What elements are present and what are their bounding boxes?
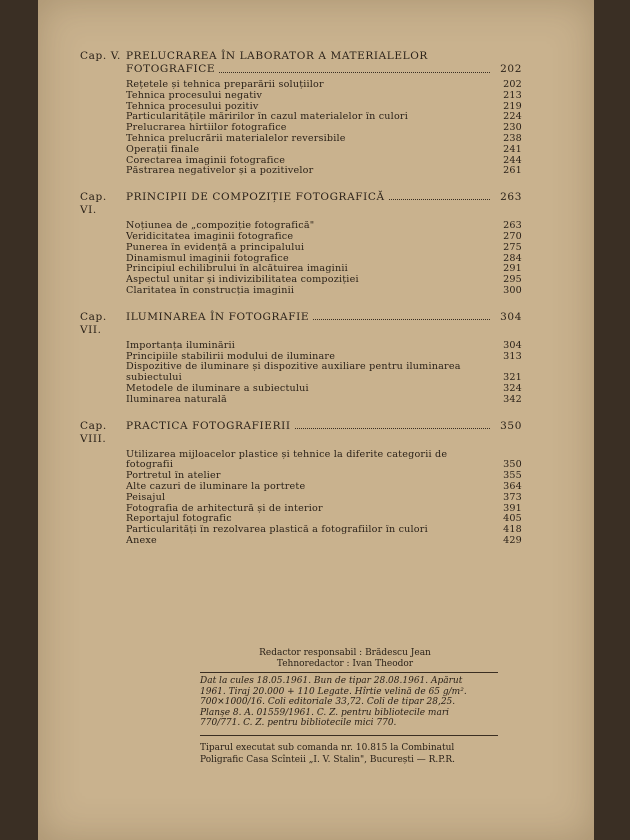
entry-title: Iluminarea naturală (126, 394, 227, 405)
entry-page: 429 (503, 534, 522, 546)
entry-title: Noțiunea de „compoziție fotografică" (126, 221, 315, 232)
chapter-title: PRACTICA FOTOGRAFIERII (126, 419, 291, 432)
entry-title: Veridicitatea imaginii fotografice (126, 231, 294, 242)
entry-title: Metodele de iluminare a subiectului (126, 383, 309, 394)
printer-info (200, 742, 498, 766)
list-item (126, 123, 522, 134)
list-item (126, 341, 522, 352)
list-item (126, 243, 522, 254)
editor-credit: Redactor responsabil : Brădescu Jean (259, 648, 431, 658)
entry-title: Peisajul (126, 492, 166, 503)
entry-title: Portretul în atelier (126, 471, 221, 482)
printer-line: Poligrafic Casa Scînteii „I. V. Stalin", București — R.P.R. (200, 755, 455, 765)
entry-title: Tehnica procesului pozitiv (126, 101, 259, 112)
chapter-5 (80, 50, 522, 177)
list-item (126, 156, 522, 167)
entry-page: 291 (503, 263, 522, 275)
list-item (126, 286, 522, 297)
entry-page: 261 (503, 165, 522, 177)
entry-page: 355 (503, 470, 522, 482)
list-item (126, 80, 522, 91)
entry-page: 418 (503, 524, 522, 536)
chapter-entries (80, 450, 522, 547)
list-item (126, 134, 522, 145)
entry-page: 342 (503, 393, 522, 405)
list-item (126, 232, 522, 243)
entry-page: 391 (503, 502, 522, 514)
chapter-title: PRELUCRAREA ÎN LABORATOR A MATERIALELOR (126, 50, 428, 62)
list-item (126, 166, 522, 177)
imprint-line: 770/771. C. Z. pentru bibliotecile mici 770. (200, 718, 397, 729)
imprint-line: 700×1000/16. Coli editoriale 33,72. Coli de tipar 28,25. (200, 697, 456, 708)
entry-page: 275 (503, 241, 522, 253)
entry-title: Corectarea imaginii fotografice (126, 155, 286, 166)
list-item (126, 221, 522, 232)
entry-title: Principiul echilibrului în alcătuirea imaginii (126, 264, 348, 275)
dot-leader (313, 319, 490, 320)
list-item (126, 493, 522, 504)
entry-page: 321 (503, 372, 522, 384)
chapter-title-cont: FOTOGRAFICE (126, 63, 216, 75)
list-item (126, 482, 522, 493)
entry-page: 224 (503, 111, 522, 123)
entry-title: Particularități în rezolvarea plastică a fotografiilor în culori (126, 525, 428, 536)
list-item (126, 112, 522, 123)
entry-title: Prelucrarea hîrtiilor fotografice (126, 123, 287, 134)
imprint-block (200, 676, 498, 729)
chapter-entries (80, 80, 522, 177)
entry-page: 373 (503, 491, 522, 503)
chapter-title: ILUMINAREA ÎN FOTOGRAFIE (126, 310, 310, 323)
entry-title: Dispozitive de iluminare și dispozitive auxiliare pentru iluminarea subiectului (126, 362, 461, 384)
entry-page: 300 (503, 284, 522, 296)
chapter-8 (80, 420, 522, 547)
entry-title: Utilizarea mijloacelor plastice și tehnice la diferite categorii de fotografii (126, 449, 448, 471)
entry-page: 313 (503, 350, 522, 362)
dot-leader (389, 199, 490, 200)
list-item (126, 352, 522, 363)
entry-title: Alte cazuri de iluminare la portrete (126, 481, 306, 492)
entry-page: 202 (503, 79, 522, 90)
entry-page: 350 (503, 459, 522, 471)
entry-title: Dinamismul imaginii fotografice (126, 253, 289, 264)
entry-title: Claritatea în construcția imaginii (126, 285, 295, 296)
entry-title: Punerea în evidență a principalului (126, 242, 305, 253)
divider (200, 672, 498, 673)
chapter-entries (80, 341, 522, 406)
entry-title: Aspectul unitar și indivizibilitatea compoziției (126, 275, 359, 286)
printer-line: Tiparul executat sub comanda nr. 10.815 la Combinatul (200, 743, 455, 753)
list-item (126, 102, 522, 113)
list-item (126, 275, 522, 286)
chapter-entries (80, 221, 522, 297)
list-item (126, 514, 522, 525)
entry-title: Anexe (126, 535, 157, 546)
list-item (126, 525, 522, 536)
entry-page: 263 (503, 220, 522, 232)
entry-page: 270 (503, 230, 522, 242)
entry-page: 244 (503, 154, 522, 166)
entry-page: 238 (503, 132, 522, 144)
list-item (126, 264, 522, 275)
imprint-line: Planșe 8. A. 01559/1961. C. Z. pentru bibliotecile mari (200, 707, 450, 718)
table-of-contents (80, 50, 522, 561)
entry-page: 219 (503, 100, 522, 112)
list-item (126, 145, 522, 156)
entry-title: Tehnica procesului negativ (126, 90, 263, 101)
chapter-title: PRINCIPII DE COMPOZIȚIE FOTOGRAFICĂ (126, 191, 385, 204)
entry-page: 230 (503, 122, 522, 134)
list-item (126, 536, 522, 547)
entry-page: 213 (503, 89, 522, 101)
chapter-label: Cap. VIII. (80, 419, 107, 445)
list-item (126, 384, 522, 395)
entry-page: 324 (503, 382, 522, 394)
entry-title: Fotografia de arhitectură și de interior (126, 503, 323, 514)
list-item (126, 471, 522, 482)
entry-page: 241 (503, 143, 522, 155)
imprint-line: 1961. Tiraj 20.000 + 110 Legate. Hîrtie velină de 65 g/m². (200, 686, 467, 697)
imprint-line: Dat la cules 18.05.1961. Bun de tipar 28.08.1961. Apărut (200, 676, 463, 686)
list-item (126, 504, 522, 515)
chapter-6 (80, 191, 522, 297)
list-item (126, 395, 522, 406)
entry-title: Tehnica prelucrării materialelor reversibile (126, 133, 346, 144)
chapter-page: 263 (500, 191, 522, 204)
list-item (126, 362, 522, 384)
entry-page: 304 (503, 339, 522, 351)
chapter-page: 304 (500, 310, 522, 323)
chapter-label: Cap. VII. (80, 310, 107, 336)
dot-leader (295, 428, 490, 429)
list-item (126, 91, 522, 102)
entry-title: Păstrarea negativelor și a pozitivelor (126, 166, 314, 177)
chapter-7 (80, 311, 522, 406)
chapter-label: Cap. VI. (80, 191, 107, 217)
entry-title: Rețetele și tehnica preparării soluțiilor (126, 80, 324, 90)
chapter-page: 350 (500, 419, 522, 432)
chapter-page: 202 (500, 63, 522, 75)
entry-title: Principiile stabilirii modului de iluminare (126, 351, 336, 362)
entry-title: Importanța iluminării (126, 340, 236, 351)
list-item (126, 254, 522, 265)
entry-page: 405 (503, 513, 522, 525)
list-item (126, 450, 522, 472)
entry-title: Operații finale (126, 144, 200, 155)
divider (200, 735, 498, 736)
entry-page: 364 (503, 480, 522, 492)
credits (200, 648, 490, 670)
entry-title: Particularitățile măririlor în cazul materialelor în culori (126, 112, 408, 123)
entry-page: 284 (503, 252, 522, 264)
entry-page: 295 (503, 274, 522, 286)
entry-title: Reportajul fotografic (126, 514, 232, 525)
dot-leader (219, 63, 490, 73)
chapter-label: Cap. V. (80, 50, 121, 62)
tech-editor-credit: Tehnoredactor : Ivan Theodor (276, 659, 414, 669)
